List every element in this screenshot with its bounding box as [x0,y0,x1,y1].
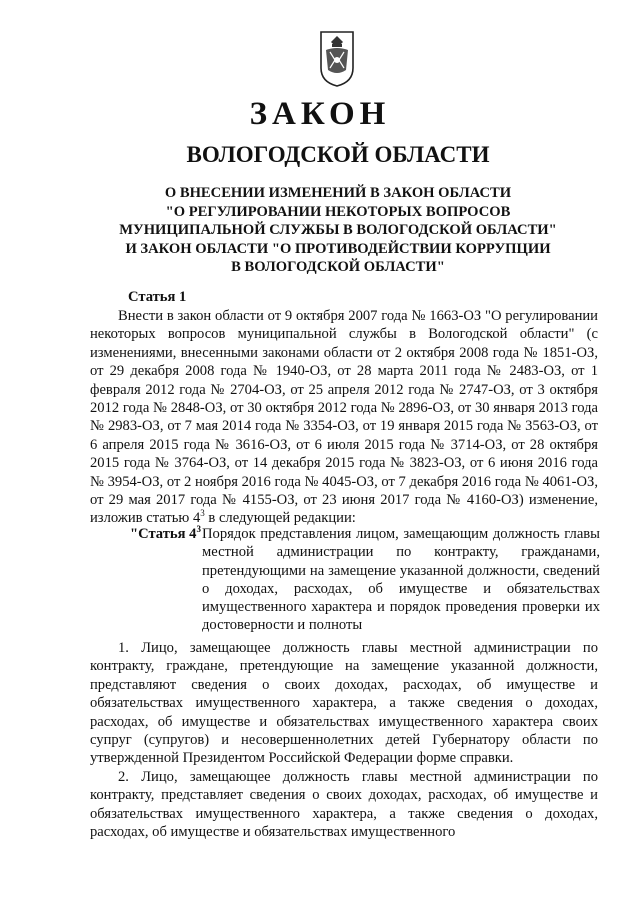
subtitle-line: И ЗАКОН ОБЛАСТИ "О ПРОТИВОДЕЙСТВИИ КОРРУПЦИИ [125,240,551,257]
article-1-paragraph [90,307,598,528]
new-article-title: Порядок представления лицом, замещающим должность главы местной администрации по контракту, гражданами, претендующими на замещение указанной должности, сведений о доходах, расходах, об имуществе и обязательствах имущественного характера и порядок проведения проверки их достоверности и полноты [202,526,600,634]
new-article-label [130,525,201,543]
new-article-block [130,525,600,635]
paragraph-2: 2. Лицо, замещающее должность главы местной администрации по контракту, представляет сведения о своих доходах, расходах, об имуществе и обязательствах имущественного характера, а также сведения о доходах, расходах, об имуществе и обязательствах имущественного [90,769,598,841]
article-1-text: Внести в закон области от 9 октября 2007 года № 1663-ОЗ "О регулировании некоторых вопросов муниципальной службы в Вологодской области" (с изменениями, внесенными законами области от 2 октября 2008 года № 1851-ОЗ, от 29 декабря 2008 года № 1940-ОЗ, от 28 марта 2011 года № 2483-ОЗ, от 1 февраля 2012 года № 2704-ОЗ, от 25 апреля 2012 года № 2747-ОЗ, от 3 октября 2012 года № 2848-ОЗ, от 30 октября 2012 года № 2896-ОЗ, от 30 января 2013 года № 2983-ОЗ, от 7 мая 2014 года № 3354-ОЗ, от 19 января 2015 года № 3563-ОЗ, от 6 апреля 2015 года № 3616-ОЗ, от 6 июля 2015 года № 3714-ОЗ, от 28 октября 2015 года № 3764-ОЗ, от 14 декабря 2015 года № 3823-ОЗ, от 6 июня 2016 года № 3954-ОЗ, от 2 ноября 2016 года № 4045-ОЗ, от 7 декабря 2016 года № 4061-ОЗ, от 29 мая 2017 года № 4155-ОЗ, от 23 июня 2017 года № 4160-ОЗ) изменение, изложив статью 4 [90,308,598,527]
subtitle-line: "О РЕГУЛИРОВАНИИ НЕКОТОРЫХ ВОПРОСОВ [165,203,511,220]
new-article-label-text: "Статья 4 [130,526,197,542]
paragraph-1: 1. Лицо, замещающее должность главы местной администрации по контракту, граждане, претендующие на замещение указанной должности, представляют сведения о своих доходах, расходах, об имуществе и обязательствах имущественного характера, а также сведения о доходах, расходах, об имуществе и обязательствах имущественного характера своих супруг (супругов) и несовершеннолетних детей Губернатору области по утвержденной Президентом Российской Федерации форме справки. [90,640,598,767]
subtitle-line: МУНИЦИПАЛЬНОЙ СЛУЖБЫ В ВОЛОГОДСКОЙ ОБЛАСТИ" [119,222,557,238]
article-1-text-end: в следующей редакции: [204,510,356,527]
new-article-label-superscript: 3 [196,524,201,535]
law-region: ВОЛОГОДСКОЙ ОБЛАСТИ [186,142,490,167]
subtitle-line: В ВОЛОГОДСКОЙ ОБЛАСТИ" [231,259,445,275]
article-1-heading: Статья 1 [128,289,187,305]
law-title: ЗАКОН [249,96,391,132]
subtitle-line: О ВНЕСЕНИИ ИЗМЕНЕНИЙ В ЗАКОН ОБЛАСТИ [164,185,512,201]
article-number-superscript: 3 [200,508,205,519]
coat-of-arms-icon [318,30,356,88]
law-subtitle [70,184,606,277]
